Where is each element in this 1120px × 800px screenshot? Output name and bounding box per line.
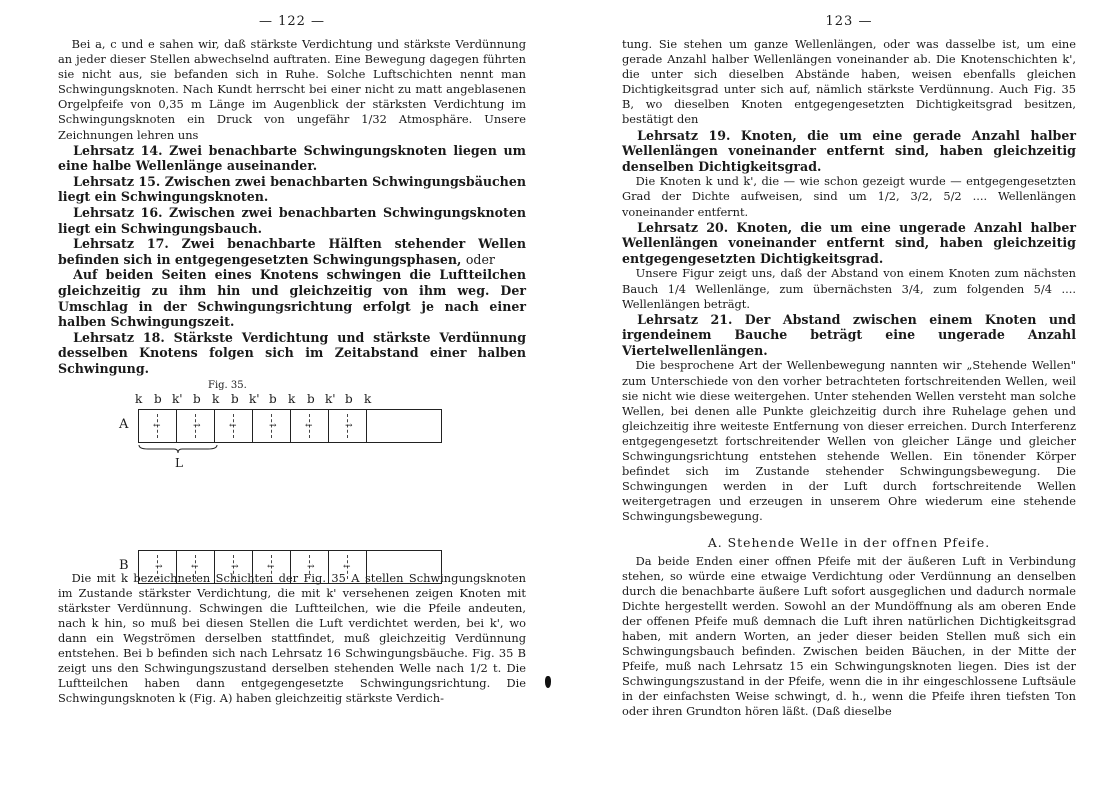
fig-letter: b — [193, 391, 201, 406]
node-line — [328, 551, 329, 583]
figure-label-l: L — [175, 455, 183, 470]
theorem-17-part-a: Lehrsatz 17. Zwei benachbarte Hälften stehender Wellen befinden sich in entgegengesetzten Schwingungsphasen, — [58, 236, 526, 267]
arrow-icon: → — [307, 561, 315, 572]
theorem-20: Lehrsatz 20. Knoten, die um eine ungerade Anzahl halber Wellenlängen voneinander entfernt sind, haben gleichzeitig entgegengesetzten Dichtigkeitsgrad. — [622, 219, 1076, 266]
arrow-icon: ← — [153, 420, 161, 431]
theorem-15: Lehrsatz 15. Zwischen zwei benachbarten Schwingungsbäuchen liegt ein Schwingungsknoten. — [58, 173, 526, 205]
fig-letter: k — [135, 391, 143, 406]
paragraph: tung. Sie stehen um ganze Wellenlängen, oder was dasselbe ist, um eine gerade Anzahl halber Wellenlängen voneinander ab. Die Knotenschichten k', die unter sich dieselben Abstände haben, weisen ebenfalls gleichen Dichtigkeitsgrad unter sich auf, nämlich stärkste Verdünnung. Auch Fig. 35 B, wo dieselben Knoten entgegengesetzten Dichtigkeitsgrad besitzen, bestätigt den — [622, 37, 1076, 127]
node-line — [214, 410, 215, 442]
theorem-21: Lehrsatz 21. Der Abstand zwischen einem Knoten und irgendeinem Bauche beträgt eine ungerade Anzahl Viertelwellenlängen. — [622, 311, 1076, 358]
fig-letter: b — [269, 391, 277, 406]
tube-b — [138, 550, 442, 584]
tube-a — [138, 409, 442, 443]
arrow-icon: → — [345, 420, 353, 431]
node-line — [366, 410, 367, 442]
fig-letter: b — [231, 391, 239, 406]
node-line — [214, 551, 215, 583]
figure-35 — [58, 379, 526, 573]
theorem-17 — [58, 236, 526, 267]
fig-letter: b — [154, 391, 162, 406]
theorem-19: Lehrsatz 19. Knoten, die um eine gerade Anzahl halber Wellenlängen voneinander entfernt sind, haben gleichzeitig denselben Dichtigkeitsgrad. — [622, 127, 1076, 174]
fig-letter: k' — [325, 391, 336, 406]
paragraph: Die besprochene Art der Wellenbewegung nannten wir „Stehende Wellen" zum Unterschiede von den vorher betrachteten fortschreitenden Wellen, weil sie nicht wie diese weitergehen. Unter stehenden Wellen versteht man solche Wellen, bei denen alle Punkte gleichzeitig durch ihre Ruhelage gehen und gleichzeitig ihre weiteste Entfernung von dieser erreichen. Durch Interferenz entgegengesetzt fortschreitender Wellen von gleicher Länge und gleicher Schwingungsrichtung entstehen stehende Wellen. Ein tönender Körper befindet sich im Zustande stehender Schwingungsbewegung. Die Schwingungen werden in der Luft durch fortschreitende Wellen weitergetragen und erzeugen in unserem Ohre wiederum eine stehende Schwingungsbewegung. — [622, 358, 1076, 524]
node-line — [252, 551, 253, 583]
arrow-icon: → — [269, 420, 277, 431]
node-line — [252, 410, 253, 442]
page-number: 123 — — [825, 14, 873, 29]
figure-caption: Fig. 35. — [208, 379, 247, 391]
arrow-icon: ← — [267, 561, 275, 572]
fig-letter: b — [307, 391, 315, 406]
paragraph: Die Knoten k und k', die — wie schon gezeigt wurde — entgegengesetzten Grad der Dichte aufweisen, sind um 1/2, 3/2, 5/2 .... Wellenlängen voneinander entfernt. — [622, 174, 1076, 219]
fig-letter: k — [212, 391, 220, 406]
paragraph: Die mit k bezeichneten Schichten der Fig. 35 A stellen Schwingungsknoten im Zustande stärkster Verdichtung, die mit k' versehenen zeigen Knoten mit stärkster Verdünnung. Schwingen die Luftteilchen, wie die Pfeile andeuten, nach k hin, so muß bei diesen Stellen die Luft verdichtet werden, bei k', wo dann ein Wegströmen derselben stattfindet, muß gleichzeitig Verdünnung entstehen. Bei b befinden sich nach Lehrsatz 16 Schwingungsbäuche. Fig. 35 B zeigt uns den Schwingungszustand derselben stehenden Welle nach 1/2 t. Die Luftteilchen haben dann entgegengesetzte Schwingungsrichtung. Die Schwingungsknoten k (Fig. A) haben gleichzeitig stärkste Verdich- — [58, 570, 526, 706]
paragraph: Unsere Figur zeigt uns, daß der Abstand von einem Knoten zum nächsten Bauch 1/4 Wellenlänge, zum übernächsten 3/4, zum folgenden 5/4 .... Wellenlängen beträgt. — [622, 266, 1076, 311]
node-line — [176, 551, 177, 583]
theorem-17-oder: oder — [465, 251, 495, 267]
arrow-icon: ← — [343, 561, 351, 572]
paragraph: Da beide Enden einer offnen Pfeife mit der äußeren Luft in Verbindung stehen, so würde eine etwaige Verdichtung oder Verdünnung an denselben durch die benachbarte äußere Luft sofort ausgeglichen und dadurch normale Dichte hergestellt werden. Sowohl an der Mundöffnung als am oberen Ende der offenen Pfeife muß demnach die Luft ihren natürlichen Dichtigkeitsgrad haben, mit andern Worten, an jeder dieser beiden Stellen muß sich ein Schwingungsbauch befinden. Zwischen beiden Bäuchen, in der Mitte der Pfeife, muß nach Lehrsatz 15 ein Schwingungsknoten liegen. Dies ist der Schwingungszustand in der Pfeife, wenn die in ihr eingeschlossene Luftsäule in der einfachsten Weise schwingt, d. h., wenn die Pfeife ihren tiefsten Ton oder ihren Grundton hören läßt. (Daß dieselbe — [622, 553, 1076, 719]
figure-label-b: B — [119, 557, 129, 573]
section-heading: A. Stehende Welle in der offnen Pfeife. — [707, 534, 991, 550]
figure-label-a: A — [119, 416, 129, 432]
arrow-icon: → — [193, 420, 201, 431]
fig-letter: k' — [172, 391, 183, 406]
arrow-icon: → — [155, 561, 163, 572]
fig-letter: k — [364, 391, 372, 406]
paragraph: Bei a, c und e sahen wir, daß stärkste Verdichtung und stärkste Verdünnung an jeder dieser Stellen abwechselnd auftraten. Eine Bewegung dagegen führten sie nicht aus, sie befanden sich in Ruhe. Solche Luftschichten nennt man Schwingungsknoten. Nach Kundt herrscht bei einer nicht zu matt angeblasenen Orgelpfeife von 0,35 m Länge im Augenblick der stärksten Verdichtung im Schwingungsknoten ein Druck von ungefähr 1/32 Atmosphäre. Unsere Zeichnungen lehren uns — [58, 37, 526, 142]
brace-icon — [138, 444, 218, 454]
arrow-icon: ← — [229, 420, 237, 431]
node-line — [290, 551, 291, 583]
node-line — [290, 410, 291, 442]
arrow-icon: ← — [191, 561, 199, 572]
node-line — [366, 551, 367, 583]
arrow-icon: → — [231, 561, 239, 572]
arrow-icon: ← — [305, 420, 313, 431]
page-number: — 122 — — [258, 14, 326, 29]
ink-mark — [545, 676, 551, 688]
theorem-16: Lehrsatz 16. Zwischen zwei benachbarten Schwingungsknoten liegt ein Schwingungsbauch. — [58, 205, 526, 236]
right-page — [560, 0, 1120, 800]
node-line — [176, 410, 177, 442]
fig-letter: k' — [249, 391, 260, 406]
theorem-18: Lehrsatz 18. Stärkste Verdichtung und stärkste Verdünnung desselben Knotens folgen sich im Zeitabstand einer halben Schwingung. — [58, 329, 526, 376]
fig-letter: b — [345, 391, 353, 406]
node-line — [328, 410, 329, 442]
theorem-14: Lehrsatz 14. Zwei benachbarte Schwingungsknoten liegen um eine halbe Wellenlänge auseinander. — [58, 142, 526, 174]
theorem-17-alt: Auf beiden Seiten eines Knotens schwingen die Luftteilchen gleichzeitig zu ihm hin und gleichzeitig von ihm weg. Der Umschlag in der Schwingungsrichtung erfolgt je nach einer halben Schwingungszeit. — [58, 267, 526, 330]
fig-letter: k — [288, 391, 296, 406]
